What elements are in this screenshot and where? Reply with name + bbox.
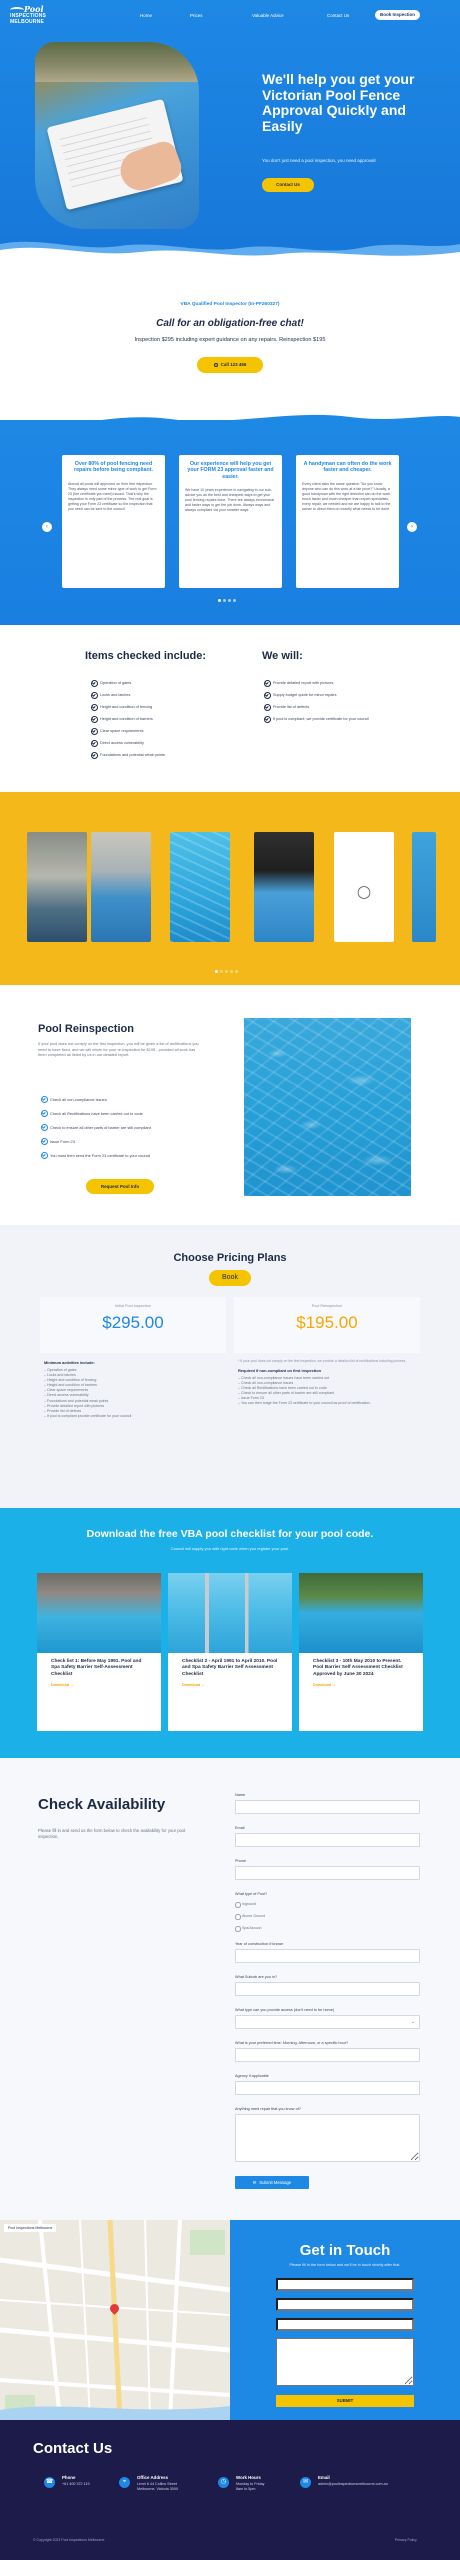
vba-heading: Call for an obligation-free chat! — [156, 318, 304, 329]
access-label: What type can you provide access (don't need to be home) — [235, 2008, 335, 2012]
nav-link-home[interactable]: Home — [140, 13, 153, 18]
footer-hours-line: 8am to 5pm — [236, 2487, 256, 2492]
get-in-touch-section — [230, 2220, 460, 2420]
we-will-item: Provide list of defects — [273, 705, 310, 709]
footer-address-line: Melbourne, Victoria 3000 — [137, 2487, 178, 2492]
vba-pricing-text: Inspection $295 including expert guidance on any repairs. Reinspection $195 — [134, 337, 326, 343]
gallery-dot[interactable] — [225, 970, 228, 973]
location-map[interactable] — [0, 2220, 230, 2420]
get-in-touch-title: Get in Touch — [299, 2242, 391, 2259]
carousel-next-icon[interactable]: › — [407, 522, 417, 532]
logo-line-1: Pool — [24, 4, 44, 14]
footer-email-value[interactable]: admin@poolinspectionsmelbourne.com.au — [318, 2482, 388, 2486]
info-card — [296, 455, 399, 588]
checklist-download-section — [0, 1508, 460, 1758]
book-button[interactable]: Book — [209, 1270, 251, 1286]
submit-message-label: Submit Message — [259, 2180, 292, 2185]
copyright: © Copyright 2023 Pool Inspections Melbourne — [33, 2538, 105, 2542]
phone-icon: ☎ — [44, 2477, 55, 2488]
gallery-image[interactable] — [334, 832, 394, 942]
gallery-dot[interactable] — [215, 970, 218, 973]
send-icon: ✉ — [252, 2180, 257, 2185]
we-will-item: Provide detailed report with pictures — [273, 681, 334, 685]
agency-input[interactable] — [235, 2081, 420, 2095]
hero-section — [0, 0, 460, 262]
checks-section — [0, 625, 460, 775]
checklist-card[interactable] — [299, 1573, 423, 1731]
book-inspection-button[interactable]: Book Inspection — [375, 10, 420, 20]
check-item: Height and condition of fencing — [100, 705, 153, 709]
gallery-dots — [215, 969, 240, 974]
reinspection-title: Pool Reinspection — [38, 1023, 134, 1035]
footer-address — [122, 2475, 178, 2492]
carousel-dots — [218, 598, 248, 602]
gallery-dot[interactable] — [230, 970, 233, 973]
touch-email-input[interactable] — [276, 2298, 414, 2311]
pricing-right-item: – Check all non-compliance issues — [238, 1380, 294, 1385]
mail-icon: ✉ — [300, 2477, 311, 2488]
checklist-subtitle: Council will supply you with right code when you register your pool. — [170, 1546, 290, 1551]
info-card-body: Every client asks the same question "Do you know anyone who can do this work at a fair price?" Usually, a good handyman with the right direction can do the work much faster and much cheaper than expert specialists, every repair, we needed and we are happy to talk to the owner to direct them on exactly what needs to be done. — [302, 481, 391, 511]
hero-contact-button[interactable]: Contact Us — [262, 178, 314, 192]
pricing-right-heading: Required if non-compliant on first inspection — [238, 1367, 322, 1373]
check-item: Foundations and potential weak points — [100, 753, 165, 757]
checklist-title: Download the free VBA pool checklist for your pool code. — [86, 1528, 374, 1540]
footer-address-line: Level 6 44 Collins Street — [137, 2482, 177, 2486]
pricing-left-item: – Locks and latches — [44, 1373, 76, 1378]
pricing-right-item: – You can then lodge the Form 23 certificate to your council as proof of certification. — [238, 1401, 371, 1406]
pool-type-radio[interactable]: Inground — [235, 1902, 256, 1906]
reinspection-body: If your pool does not comply on the first inspection, you will be given a list of rectifications you need to have fixed, and we will return for your re-inspection for $195 - provided all work has been completed as listed by us in our detailed report. — [38, 1041, 199, 1058]
gallery-image[interactable] — [91, 832, 151, 942]
info-card — [62, 455, 165, 588]
footer-item-title: Work Hours — [236, 2475, 261, 2480]
top-nav — [0, 0, 460, 30]
hero-title: We'll help you get your Victorian Pool Fence Approval Quickly and Easily — [262, 71, 415, 134]
check-item: Direct access vulnerability — [100, 741, 144, 745]
info-card-title: A handyman can often do the work faster and cheaper. — [303, 461, 392, 474]
touch-name-input[interactable] — [276, 2278, 414, 2291]
vba-registration: VBA Qualified Pool Inspector (In-PF260327) — [180, 302, 280, 307]
pricing-left-item: – Height and condition of barriers — [44, 1383, 97, 1388]
price-card-initial[interactable] — [40, 1297, 226, 1353]
clock-icon: ◷ — [218, 2477, 229, 2488]
location-icon: ⌖ — [119, 2477, 130, 2488]
access-select[interactable] — [235, 2015, 420, 2029]
we-will-item: Supply budget quote for minor repairs — [273, 693, 337, 697]
footer-item-title: Phone — [62, 2475, 76, 2480]
carousel-dot[interactable] — [228, 599, 231, 602]
reinspection-item: Check all non-compliance issues — [50, 1097, 107, 1102]
pricing-left-item: – Operation of gates — [44, 1368, 77, 1372]
footer-title: Contact Us — [33, 2440, 113, 2457]
pricing-left-item: – Height and condition of fencing — [44, 1378, 97, 1383]
gallery-image[interactable] — [27, 832, 87, 942]
pricing-left-item: – Clear space requirements — [44, 1388, 89, 1393]
reinspection-item: Check all Rectifications have been carried out to code — [50, 1111, 143, 1116]
pricing-right-item: – Check all Rectifications have been carried out to code — [238, 1385, 327, 1390]
info-card-title: Our experience will help you get your FORM 23 approval faster and easier. — [187, 461, 274, 480]
vba-call-section — [0, 262, 460, 422]
email-input[interactable] — [235, 1833, 420, 1847]
gallery-image[interactable] — [254, 832, 314, 942]
checklist-card-image — [168, 1573, 292, 1653]
year-input[interactable] — [235, 1949, 420, 1963]
year-label: Year of construction if known — [235, 1942, 284, 1946]
info-card-title: Over 80% of pool fencing need repairs before being compliant. — [74, 461, 153, 474]
footer-hours — [220, 2475, 265, 2492]
phone-label: Phone — [235, 1859, 246, 1863]
reinspection-item: Check to ensure all other parts of barrier are still compliant — [50, 1125, 151, 1130]
pricing-left-item: – Provide list of defects — [44, 1408, 82, 1413]
chevron-down-icon: ⌄ — [410, 2019, 415, 2025]
logo-line-3: MELBOURNE — [10, 19, 45, 25]
pool-type-radio[interactable]: Spa/Jacuzzi — [235, 1926, 261, 1930]
pricing-right-item: – Check all non-compliance issues have been carried out — [238, 1375, 330, 1380]
touch-message-textarea[interactable] — [276, 2338, 414, 2386]
carousel-wave-divider — [0, 405, 460, 435]
gallery-dot[interactable] — [235, 970, 238, 973]
price-card-label: Initial Pool Inspection — [115, 1304, 151, 1308]
hero-wave-divider — [0, 236, 460, 262]
pricing-right-item: – Check to ensure all other parts of barrier are still compliant — [238, 1391, 335, 1396]
pricing-left-item: – Direct access vulnerability — [44, 1393, 89, 1398]
checklist-card-image — [299, 1573, 423, 1653]
map-streets — [0, 2220, 230, 2420]
logo-swoosh-icon — [10, 7, 24, 13]
check-item: Clear space requirements — [100, 729, 144, 733]
pricing-left-item: – If pool is compliant provide certificate for your council — [44, 1413, 132, 1418]
pricing-title: Choose Pricing Plans — [173, 1252, 287, 1264]
phone-icon — [214, 363, 218, 367]
info-card-body: We have 10 years experience in navigating to our sub-advice you as the best and cheapest ways to get your pool fencing repairs done. There are always economical and faster ways to get the job done. Always ways and always compliant via your smarter ways. — [185, 487, 275, 512]
checklist-card-title: Checklist 2 - April 1991 to April 2010. Pool and Spa Safety Barrier Self Assessment Checklist — [182, 1659, 278, 1677]
map-place-label: Pool Inspections Melbourne — [4, 2224, 56, 2232]
pool-type-radio[interactable]: Above Ground — [235, 1914, 265, 1918]
we-will-title: We will: — [262, 650, 303, 662]
nav-link-contact-us[interactable]: Contact Us — [327, 13, 350, 18]
touch-submit-button[interactable]: SUBMIT — [276, 2395, 414, 2407]
carousel-dot[interactable] — [223, 599, 226, 602]
logo-line-2: INSPECTIONS — [10, 13, 47, 19]
repair-label: Anything need repair that you know of? — [235, 2107, 301, 2111]
checklist-card-title: Check list 1: Before May 1991. Pool and Spa Safety Barrier Self-Assessment Checklist — [51, 1659, 142, 1677]
check-item: Height and condition of barriers — [100, 717, 153, 721]
call-button[interactable] — [197, 357, 263, 373]
submit-message-button[interactable] — [235, 2176, 309, 2189]
touch-phone-input[interactable] — [276, 2318, 414, 2331]
time-label: What is your preferred time: Morning, Afternoon, or a specific hour? — [235, 2041, 349, 2045]
checklist-card-image — [37, 1573, 161, 1653]
name-input[interactable] — [235, 1800, 420, 1814]
checklist-card[interactable] — [37, 1573, 161, 1731]
footer-item-title: Office Address — [137, 2475, 169, 2480]
reinspection-section — [0, 985, 460, 1225]
price-card-amount: $295.00 — [102, 1313, 164, 1332]
pool-water-image — [244, 1018, 411, 1196]
info-card — [179, 455, 282, 588]
site-logo[interactable] — [10, 5, 55, 26]
hero-subtitle: You don't just need a pool inspection, you need approval! — [262, 158, 376, 163]
price-card-label: Pool Reinspection — [311, 1304, 343, 1308]
checklist-card-title: Checklist 3 - 10th May 2010 to Present. Pool Barrier Self Assessment Checklist Approved by June 30 2024 — [313, 1659, 403, 1677]
we-will-item: If pool is compliant, we provide certificate for your council — [273, 717, 370, 721]
pricing-right-item: – Issue Form 23 — [238, 1396, 264, 1401]
pricing-section — [0, 1225, 460, 1508]
gallery-dot[interactable] — [220, 970, 223, 973]
footer-item-title: Email — [318, 2475, 330, 2480]
privacy-policy-link[interactable]: Privacy Policy — [395, 2538, 417, 2542]
download-link[interactable]: Download → — [51, 1682, 74, 1687]
pricing-right-note: * If your pool does not comply on the first inspection, we provide a detailed list of rectifications including pictures. — [238, 1359, 407, 1363]
carousel-dot[interactable] — [218, 599, 221, 602]
download-link[interactable]: Download → — [313, 1682, 336, 1687]
email-label: Email — [235, 1826, 245, 1830]
price-card-reinspection[interactable] — [234, 1297, 420, 1353]
name-label: Name — [235, 1793, 246, 1797]
nav-link-prices[interactable]: Prices — [190, 13, 203, 18]
info-card-body: Almost all pools will approved on their first inspection. They always need some minor type of work to get Form 23 (the certificate you need) issued. That's why the inspection is only part of the process. The real goal is getting your Form 23 certificate so the inspection that you need can be sent to the council. — [68, 481, 157, 511]
reinspection-item: Issue Form 23 — [50, 1139, 75, 1144]
gallery-image[interactable] — [412, 832, 436, 942]
pricing-left-column — [44, 1360, 234, 1419]
get-in-touch-text: Please fill in the form below and we'll be in touch shortly after that. — [289, 2263, 401, 2267]
call-button-label: Call 123 456 — [220, 362, 247, 367]
nav-link-valuable-advice[interactable]: Valuable Advice — [252, 13, 284, 18]
pool-type-label: What type of Pool? — [235, 1892, 268, 1896]
reinspection-item: You must then send the Form 23 certificate to your council — [50, 1153, 151, 1158]
gallery-image[interactable] — [170, 832, 230, 942]
availability-title: Check Availability — [38, 1796, 166, 1813]
checklist-card[interactable] — [168, 1573, 292, 1731]
footer-email — [302, 2475, 388, 2487]
footer-hours-line: Monday to Friday — [236, 2482, 265, 2486]
check-item: Locks and latches — [100, 693, 131, 697]
carousel-prev-icon[interactable]: ‹ — [42, 522, 52, 532]
availability-text: Please fill in and send us the form below to check the availability for your pool inspection. — [38, 1828, 186, 1839]
items-checked-title: Items checked include: — [85, 650, 207, 662]
footer-phone — [45, 2475, 90, 2487]
check-item: Operation of gates — [100, 681, 132, 685]
agency-label: Agency if applicable — [235, 2074, 269, 2078]
repair-textarea[interactable] — [235, 2114, 420, 2162]
phone-input[interactable] — [235, 1866, 420, 1880]
pricing-right-column — [238, 1359, 428, 1406]
request-pool-info-button[interactable]: Request Pool Info — [86, 1179, 154, 1194]
footer-phone-value[interactable]: +61 400 372 119 — [62, 2482, 90, 2486]
suburb-input[interactable] — [235, 1982, 420, 1996]
pool-gallery-section — [0, 792, 460, 985]
footer — [0, 2420, 460, 2560]
hero-inspection-image — [35, 42, 199, 229]
suburb-label: What Suburb are you in? — [235, 1975, 278, 1979]
carousel-dot[interactable] — [233, 599, 236, 602]
price-card-amount: $195.00 — [296, 1313, 358, 1332]
pricing-left-item: – Foundations and potential weak points — [44, 1398, 109, 1403]
pricing-left-heading: Minimum activities include: — [44, 1360, 95, 1365]
pricing-left-item: – Provide detailed report with pictures — [44, 1403, 105, 1408]
download-link[interactable]: Download → — [182, 1682, 205, 1687]
time-input[interactable] — [235, 2048, 420, 2062]
